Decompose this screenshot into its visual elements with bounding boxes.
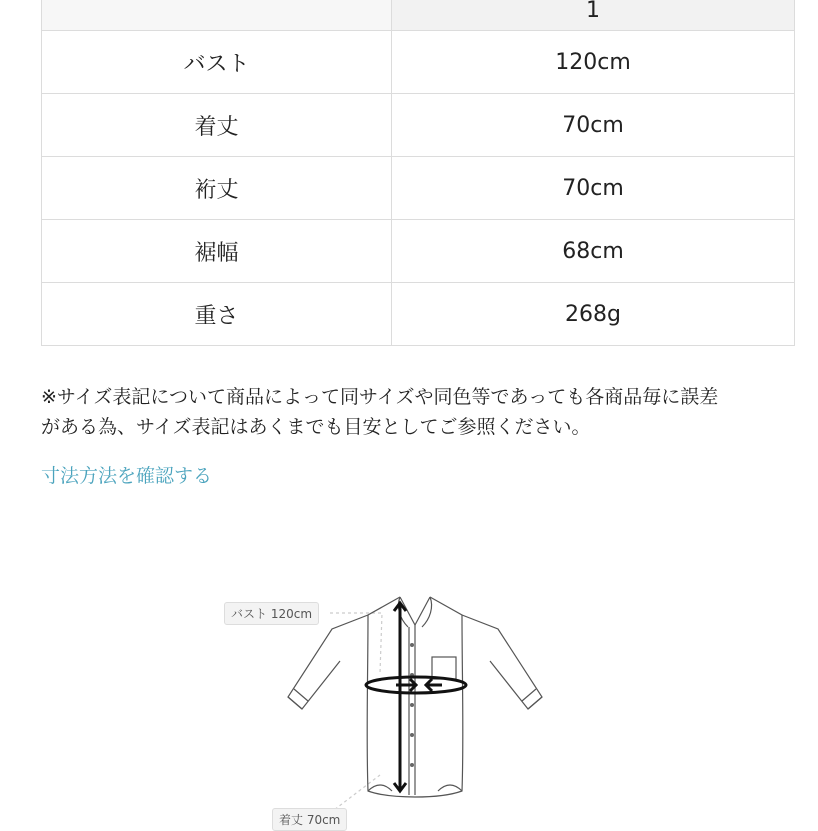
size-table-header-label-cell	[42, 0, 392, 31]
length-callout: 着丈 70cm	[272, 808, 347, 831]
size-row-label: 着丈	[42, 94, 392, 157]
size-table-header-value: 1	[392, 0, 795, 31]
measurement-method-link[interactable]: 寸法方法を確認する	[41, 465, 213, 487]
size-note	[41, 382, 801, 442]
size-row-hem-width	[42, 220, 795, 283]
size-row-value: 70cm	[392, 157, 795, 220]
size-row-label: 裄丈	[42, 157, 392, 220]
size-row-value: 120cm	[392, 31, 795, 94]
size-row-label: 裾幅	[42, 220, 392, 283]
size-table	[41, 0, 795, 346]
bust-callout: バスト 120cm	[224, 602, 319, 625]
size-row-sleeve	[42, 157, 795, 220]
size-row-label: バスト	[42, 31, 392, 94]
size-row-label: 重さ	[42, 283, 392, 346]
size-row-value: 70cm	[392, 94, 795, 157]
size-row-value: 68cm	[392, 220, 795, 283]
size-note-line-2: がある為、サイズ表記はあくまでも目安としてご参照ください。	[41, 416, 591, 438]
size-table-header-row	[42, 0, 795, 31]
size-row-bust	[42, 31, 795, 94]
size-row-weight	[42, 283, 795, 346]
size-row-length	[42, 94, 795, 157]
size-note-line-1: ※サイズ表記について商品によって同サイズや同色等であっても各商品毎に誤差	[41, 386, 719, 408]
size-row-value: 268g	[392, 283, 795, 346]
